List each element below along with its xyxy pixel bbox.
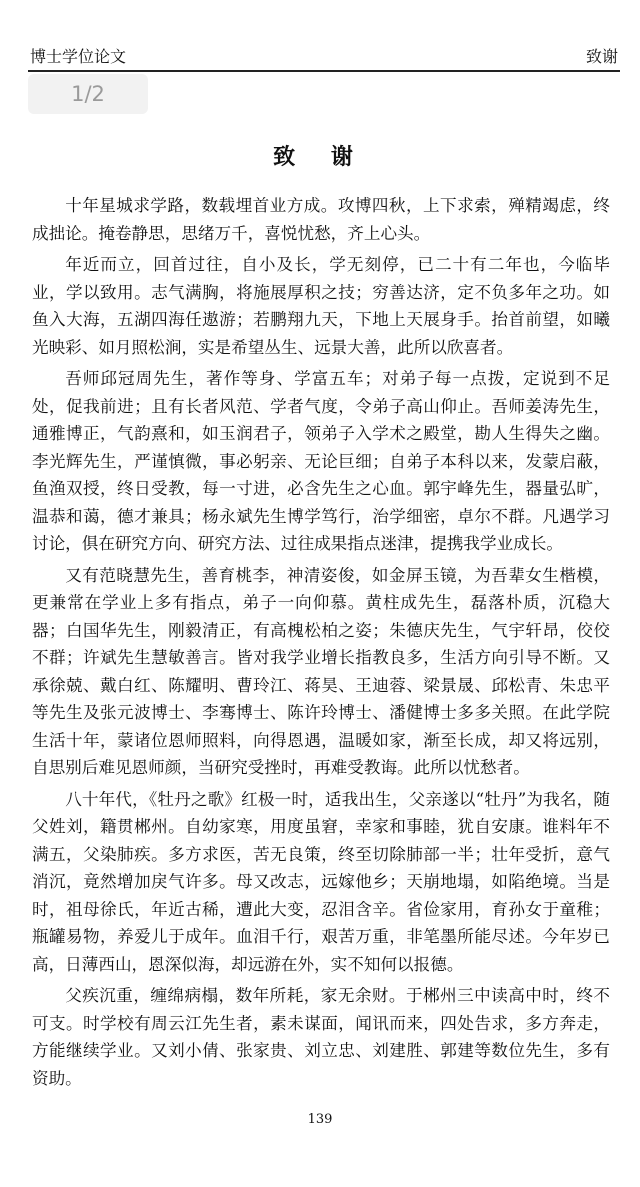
- paragraph: 吾师邱冠周先生，著作等身、学富五车；对弟子每一点拨，定说到不足处，促我前进；且有长者风范、学者气度，令弟子高山仰止。吾师姜涛先生，通雅博正，气韵熹和，如玉润君子，领弟子入学术之殿堂，勘人生得失之幽。李光辉先生，严谨慎微，事必躬亲、无论巨细；自弟子本科以来，发蒙启蔽，鱼渔双授，终日受教，每一寸进，必含先生之心血。郭宇峰先生，器量弘旷，温恭和蔼，德才兼具；杨永斌先生博学笃行，治学细密，卓尔不群。凡遇学习讨论，俱在研究方向、研究方法、过往成果指点迷津，提携我学业成长。: [32, 369, 610, 553]
- page-number: 139: [307, 1112, 333, 1127]
- page-indicator: 1/2: [28, 74, 148, 114]
- paragraph: 八十年代，《牡丹之歌》红极一时，适我出生，父亲遂以“牡丹”为我名，随父姓刘，籍贯郴州。自幼家寒，用度虽窘，幸家和事睦，犹自安康。谁料年不满五，父染肺疾。多方求医，苦无良策，终至切除肺部一半；壮年受折，意气消沉，竟然增加戾气许多。母又改志，远嫁他乡；天崩地塌，如陷绝境。当是时，祖母徐氏，年近古稀，遭此大变，忍泪含辛。省俭家用，育孙女于童稚；瓶罐易物，养爱儿于成年。血泪千行，艰苦万重，非笔墨所能尽述。今年岁已高，日薄西山，恩深似海，却远游在外，实不知何以报德。: [32, 789, 610, 974]
- paragraph: 十年星城求学路，数载埋首业方成。攻博四秋，上下求索，殚精竭虑，终成拙论。掩卷静思，思绪万千，喜悦忧愁，齐上心头。: [32, 196, 610, 243]
- paragraph: 父疾沉重，缠绵病榻，数年所耗，家无余财。于郴州三中读高中时，终不可支。时学校有周云江先生者，素未谋面，闻讯而来，四处告求，多方奔走，方能继续学业。又刘小倩、张家贵、刘立忠、刘建胜、郭建等数位先生，多有资助。: [32, 986, 610, 1088]
- header-divider: [28, 70, 620, 72]
- page-title: 致 谢: [273, 144, 367, 170]
- paragraph: 又有范晓慧先生，善育桃李，神清姿俊，如金屏玉镜，为吾辈女生楷模，更兼常在学业上多有指点，弟子一向仰慕。黄柱成先生，磊落朴质，沉稳大器；白国华先生，刚毅清正，有高槐松柏之姿；朱德庆先生，气宇轩昂，佼佼不群；许斌先生慧敏善言。皆对我学业增长指教良多，生活方向引导不断。又承徐兢、戴白红、陈耀明、曹玲江、蒋昊、王迪蓉、梁景晟、邱松青、朱忠平等先生及张元波博士、李骞博士、陈许玲博士、潘健博士多多关照。在此学院生活十年，蒙诸位恩师照料，向得恩遇，温暖如家，渐至长成，却又将远别，自思别后难见恩师颜，当研究受挫时，再难受教诲。此所以忧愁者。: [32, 565, 610, 777]
- header-section-title: 致谢: [585, 47, 618, 66]
- header-thesis-type: 博士学位论文: [30, 47, 127, 66]
- paragraph: 年近而立，回首过往，自小及长，学无刻停，已二十有二年也，今临毕业，学以致用。志气满胸，将施展厚积之技；穷善达济，定不负多年之功。如鱼入大海，五湖四海任遨游；若鹏翔九天，下地上天展身手。抬首前望，如曦光映彩、如月照松涧，实是希望丛生、远景大善，此所以欣喜者。: [32, 255, 610, 357]
- acknowledgement-body: [32, 192, 610, 1096]
- running-header: [30, 44, 618, 66]
